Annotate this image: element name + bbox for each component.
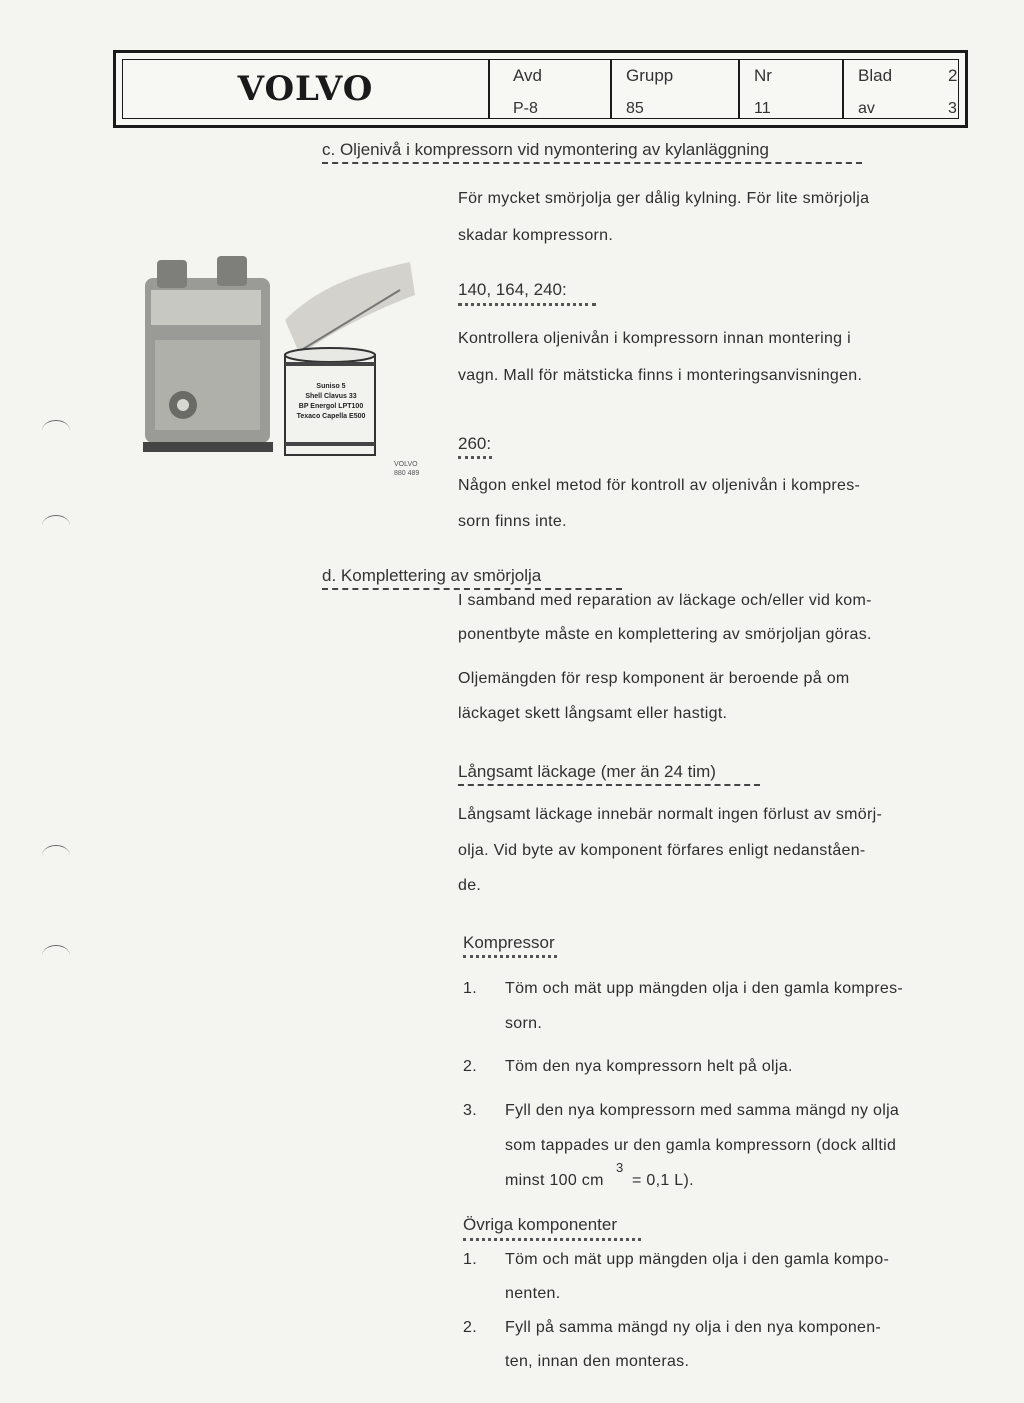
punch-hole-mark: [42, 845, 70, 866]
heading-underline: [458, 784, 760, 786]
paragraph-line: För mycket smörjolja ger dålig kylning. För lite smörjolja: [458, 190, 870, 207]
paragraph-line: skadar kompressorn.: [458, 227, 614, 244]
models-heading: 260:: [458, 434, 492, 453]
blad-value: 2: [948, 66, 958, 85]
header-divider: [488, 60, 490, 118]
can-label-line: Shell Clavus 33: [305, 393, 357, 400]
header-divider: [610, 60, 612, 118]
section-d-heading: d. Komplettering av smörjolja: [322, 566, 542, 585]
compressor-heading: Kompressor: [463, 933, 555, 952]
step-line: minst 100 cm: [505, 1172, 604, 1189]
slow-leak-heading: Långsamt läckage (mer än 24 tim): [458, 762, 716, 781]
step-number: 2.: [463, 1319, 477, 1336]
header-divider: [842, 60, 844, 118]
step-number: 1.: [463, 1251, 477, 1268]
dotted-underline: [463, 955, 557, 958]
paragraph-line: sorn finns inte.: [458, 513, 567, 530]
step-line: nenten.: [505, 1285, 561, 1302]
paragraph-line: olja. Vid byte av komponent förfares enligt nedanståen-: [458, 842, 866, 859]
grupp-value: 85: [626, 100, 644, 117]
paragraph-line: läckaget skett långsamt eller hastigt.: [458, 705, 728, 722]
grupp-label: Grupp: [626, 66, 674, 85]
can-label-line: BP Energol LPT100: [298, 403, 364, 410]
step-line: ten, innan den monteras.: [505, 1353, 690, 1370]
paragraph-line: vagn. Mall för mätsticka finns i monteringsanvisningen.: [458, 367, 863, 384]
av-label: av: [858, 100, 875, 117]
av-value: 3: [948, 100, 957, 117]
step-line: Fyll den nya kompressorn med samma mängd ny olja: [505, 1102, 900, 1119]
dotted-underline: [458, 303, 596, 306]
header-divider: [738, 60, 740, 118]
step-line: Töm och mät upp mängden olja i den gamla kompo-: [505, 1251, 890, 1268]
paragraph-line: Någon enkel metod för kontroll av oljenivån i kompres-: [458, 477, 861, 494]
section-c-heading: c. Oljenivå i kompressorn vid nymontering av kylanläggning: [322, 140, 769, 159]
figure-id: [394, 460, 419, 478]
step-line: = 0,1 L).: [632, 1172, 694, 1189]
other-components-heading: Övriga komponenter: [463, 1215, 618, 1234]
header-inner-frame: [122, 59, 959, 119]
oil-can-label: [288, 382, 374, 422]
dotted-underline: [463, 1238, 641, 1241]
avd-label: Avd: [513, 66, 542, 85]
blad-label: Blad: [858, 66, 893, 85]
punch-hole-mark: [42, 945, 70, 966]
document-header: [113, 50, 968, 128]
can-label-line: Texaco Capella E500: [296, 413, 366, 420]
superscript: 3: [616, 1160, 624, 1175]
step-number: 1.: [463, 980, 477, 997]
paragraph-line: ponentbyte måste en komplettering av smörjoljan göras.: [458, 626, 872, 643]
step-line: sorn.: [505, 1015, 543, 1032]
avd-value: P-8: [513, 100, 538, 117]
can-label-line: Suniso 5: [316, 383, 346, 390]
paragraph-line: Oljemängden för resp komponent är beroende på om: [458, 670, 850, 687]
heading-underline: [322, 588, 622, 590]
step-number: 2.: [463, 1058, 477, 1075]
paragraph-line: de.: [458, 877, 482, 894]
punch-hole-mark: [42, 420, 70, 441]
step-line: som tappades ur den gamla kompressorn (dock alltid: [505, 1137, 897, 1154]
nr-value: 11: [754, 100, 771, 117]
step-line: Fyll på samma mängd ny olja i den nya komponen-: [505, 1319, 882, 1336]
compressor-illustration: [135, 250, 465, 480]
models-heading: 140, 164, 240:: [458, 280, 567, 299]
figure-id-line: VOLVO: [394, 461, 418, 468]
step-line: Töm den nya kompressorn helt på olja.: [505, 1058, 793, 1075]
paragraph-line: I samband med reparation av läckage och/eller vid kom-: [458, 592, 872, 609]
paragraph-line: Långsamt läckage innebär normalt ingen förlust av smörj-: [458, 806, 883, 823]
heading-underline: [322, 162, 862, 164]
step-line: Töm och mät upp mängden olja i den gamla kompres-: [505, 980, 904, 997]
compressor-oil-figure: [135, 250, 465, 480]
step-number: 3.: [463, 1102, 477, 1119]
punch-hole-mark: [42, 515, 70, 536]
volvo-logo: VOLVO: [237, 69, 374, 109]
nr-label: Nr: [754, 66, 772, 85]
figure-id-line: 880 489: [394, 470, 420, 477]
paragraph-line: Kontrollera oljenivån i kompressorn innan montering i: [458, 330, 851, 347]
